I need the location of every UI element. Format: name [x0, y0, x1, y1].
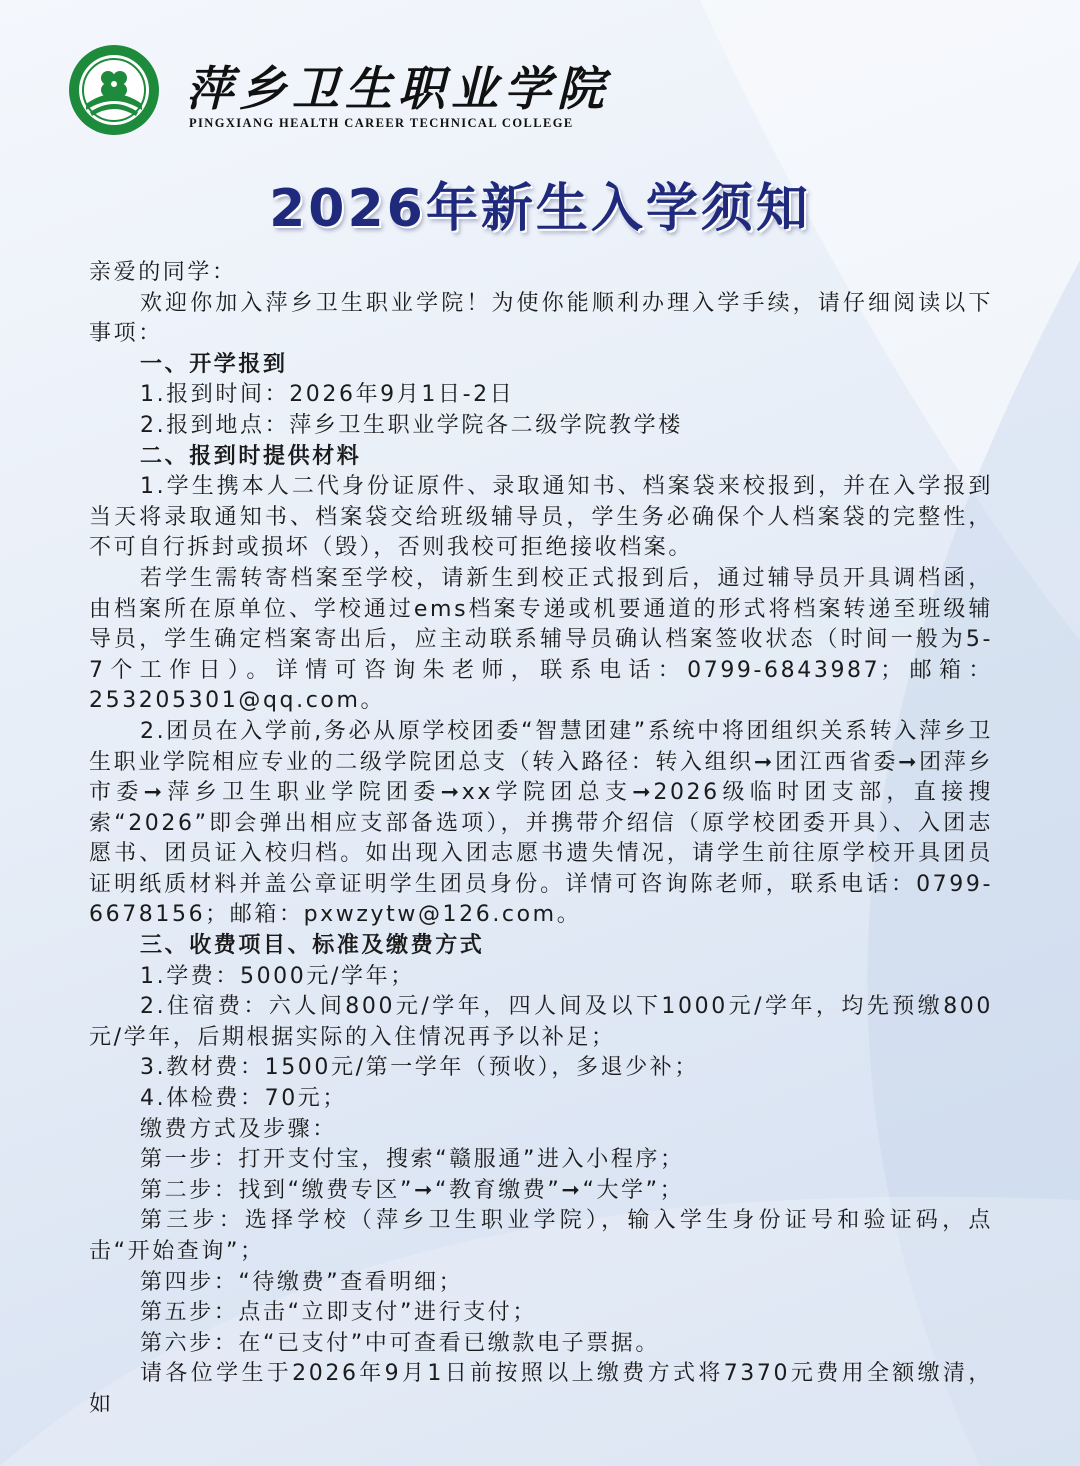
- payment-steps-heading: 缴费方式及步骤：: [140, 1116, 337, 1142]
- school-name-cn: 萍乡卫生职业学院: [186, 62, 610, 117]
- intro-paragraph: 欢迎你加入萍乡卫生职业学院！为使你能顺利办理入学手续，请仔细阅读以下事项：: [89, 290, 993, 347]
- payment-step-2: 第二步：找到“缴费专区”➞“教育缴费”➞“大学”；: [140, 1177, 685, 1203]
- materials-paragraph-2: 若学生需转寄档案至学校，请新生到校正式报到后，通过辅导员开具调档函，由档案所在原单位、学校通过ems档案专递或机要通道的形式将档案转递至班级辅导员，学生确定档案寄出后，应主动联系辅导员确认档案签收状态（时间一般为5-7个工作日）。详情可咨询朱老师，联系电话：0799-6843987；邮箱：253205301@qq.com。: [89, 565, 993, 714]
- notice-body: [89, 258, 993, 1421]
- school-name-en: PINGXIANG HEALTH CAREER TECHNICAL COLLEGE: [189, 116, 574, 130]
- payment-step-5: 第五步：点击“立即支付”进行支付；: [140, 1300, 537, 1326]
- payment-step-3: 第三步：选择学校（萍乡卫生职业学院），输入学生身份证号和验证码，点击“开始查询”；: [89, 1208, 993, 1264]
- greeting: 亲爱的同学：: [89, 260, 237, 285]
- registration-time: 1.报到时间：2026年9月1日-2日: [140, 382, 515, 408]
- section-heading-registration: 一、开学报到: [140, 351, 288, 377]
- section-heading-materials: 二、报到时提供材料: [140, 443, 362, 469]
- page-title: 2026年新生入学须知: [269, 179, 811, 239]
- payment-step-4: 第四步：“待缴费”查看明细；: [140, 1269, 464, 1295]
- materials-paragraph-1: 1.学生携本人二代身份证原件、录取通知书、档案袋来校报到，并在入学报到当天将录取通知书、档案袋交给班级辅导员，学生务必确保个人档案袋的完整性，不可自行拆封或损坏（毁），否则我校可拒绝接收档案。: [89, 474, 993, 561]
- fee-accommodation: 2.住宿费：六人间800元/学年，四人间及以下1000元/学年，均先预缴800元/学年，后期根据实际的入住情况再予以补足；: [89, 994, 993, 1050]
- materials-paragraph-3: 2.团员在入学前,务必从原学校团委“智慧团建”系统中将团组织关系转入萍乡卫生职业学院相应专业的二级学院团总支（转入路径：转入组织➞团江西省委➞团萍乡市委➞萍乡卫生职业学院团委➞xx学院团总支➞2026级临时团支部，直接搜索“2026”即会弹出相应支部备选项），并携带介绍信（原学校团委开具）、入团志愿书、团员证入校归档。如出现入团志愿书遗失情况，请学生前往原学校开具团员证明纸质材料并盖公章证明学生团员身份。详情可咨询陈老师，联系电话：0799-6678156；邮箱：pxwzytw@126.com。: [89, 718, 993, 928]
- section-heading-fees: 三、收费项目、标准及缴费方式: [140, 933, 485, 959]
- registration-location: 2.报到地点：萍乡卫生职业学院各二级学院教学楼: [140, 412, 683, 438]
- closing-paragraph: 请各位学生于2026年9月1日前按照以上缴费方式将7370元费用全额缴清，如: [89, 1361, 993, 1417]
- school-emblem-icon: [68, 44, 160, 136]
- payment-step-6: 第六步：在“已支付”中可查看已缴款电子票据。: [140, 1330, 660, 1356]
- fee-textbooks: 3.教材费：1500元/第一学年（预收），多退少补；: [140, 1055, 699, 1081]
- fee-tuition: 1.学费：5000元/学年；: [140, 963, 415, 989]
- fee-medical-exam: 4.体检费：70元；: [140, 1086, 347, 1112]
- payment-step-1: 第一步：打开支付宝，搜索“赣服通”进入小程序；: [140, 1147, 685, 1173]
